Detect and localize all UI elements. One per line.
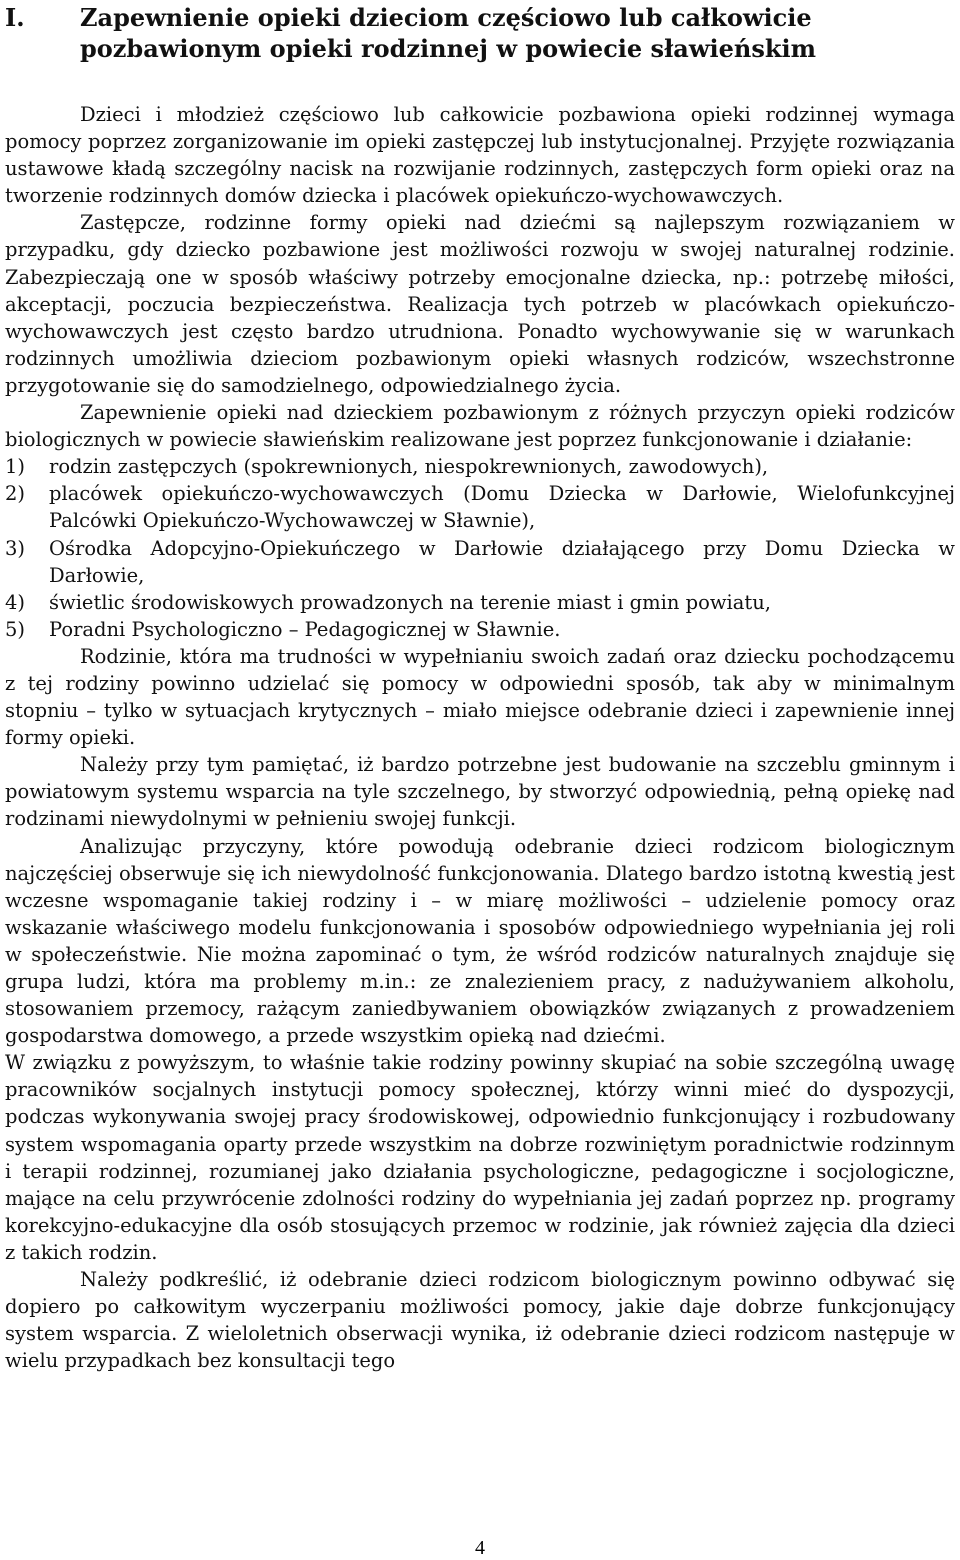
list-item-text: Ośrodka Adopcyjno-Opiekuńczego w Darłowie działającego przy Domu Dziecka w Darłowie, (49, 536, 955, 587)
list-item (5, 480, 955, 534)
list-marker: 3) (5, 536, 26, 560)
list-item (5, 589, 955, 616)
list-marker: 1) (5, 455, 26, 479)
paragraph: Analizując przyczyny, które powodują odebranie dzieci rodzicom biologicznym najczęściej obserwuje się ich niewydolność funkcjonowania. Dlatego bardzo istotną kwestią jest wczesne wspomaganie takiej rodziny i – w miarę możliwości – udzielenie pomocy oraz wskazanie właściwego modelu funkcjonowania i sposobów odpowiedniego wypełniania jej roli w społeczeństwie. Nie można zapominać o tym, że wśród rodziców naturalnych znajduje się grupa ludzi, która ma problemy m.in.: ze znalezieniem pracy, z nadużywaniem alkoholu, stosowaniem przemocy, rażącym zaniedbywaniem obowiązków związanych z prowadzeniem gospodarstwa domowego, a przede wszystkim opieką nad dziećmi. (5, 834, 955, 1048)
section-body (5, 101, 955, 1374)
paragraph: Należy przy tym pamiętać, iż bardzo potrzebne jest budowanie na szczeblu gminnym i powiatowym systemu wsparcia na tyle szczelnego, by stworzyć odpowiednią, pełną opiekę nad rodzinami niewydolnymi w pełnieniu swojej funkcji. (5, 753, 955, 831)
list-marker: 4) (5, 590, 26, 614)
list-marker: 2) (5, 482, 26, 506)
list-marker: 5) (5, 617, 26, 641)
section-heading (5, 2, 955, 64)
paragraph: Zapewnienie opieki nad dzieckiem pozbawionym z różnych przyczyn opieki rodziców biologicznych w powiecie sławieńskim realizowane jest poprzez funkcjonowanie i działanie: (5, 401, 955, 452)
list-item (5, 616, 955, 643)
document-page (5, 0, 955, 1560)
institutions-list (5, 453, 955, 643)
list-item-text: placówek opiekuńczo-wychowawczych (Domu Dziecka w Darłowie, Wielofunkcyjnej Palcówki Opiekuńczo-Wychowawczej w Sławnie), (49, 482, 955, 533)
paragraph: Należy podkreślić, iż odebranie dzieci rodzicom biologicznym powinno odbywać się dopiero po całkowitym wyczerpaniu możliwości pomocy, jakie daje dobrze funkcjonujący system wsparcia. Z wieloletnich obserwacji wynika, iż odebranie dzieci rodzicom następuje w wielu przypadkach bez konsultacji tego (5, 1268, 955, 1373)
list-item-text: rodzin zastępczych (spokrewnionych, niespokrewnionych, zawodowych), (49, 455, 769, 479)
paragraph: Rodzinie, która ma trudności w wypełnianiu swoich zadań oraz dziecku pochodzącemu z tej rodziny powinno udzielać się pomocy w odpowiedni sposób, tak aby w minimalnym stopniu – tylko w sytuacjach krytycznych – miało miejsce odebranie dzieci i zapewnienie innej formy opieki. (5, 644, 955, 750)
list-item (5, 453, 955, 480)
list-item (5, 535, 955, 589)
paragraph: W związku z powyższym, to właśnie takie rodziny powinny skupiać na sobie szczególną uwagę pracowników socjalnych instytucji pomocy społecznej, którzy winni mieć do dyspozycji, podczas wykonywania swojej pracy środowiskowej, odpowiednio funkcjonujący i rozbudowany system wspomagania oparty przede wszystkim na dobrze rozwiniętym poradnictwie rodzinnym i terapii rodzinnej, rozumianej jako działania psychologiczne, pedagogiczne i socjologiczne, mające na celu przywrócenie zdolności rodziny do wypełniania jej zadań poprzez np. programy korekcyjno-edukacyjne dla osób stosujących przemoc w rodzinie, jak również zajęcia dla dzieci z takich rodzin. (5, 1051, 955, 1264)
page-number: 4 (475, 1537, 485, 1559)
paragraph: Zastępcze, rodzinne formy opieki nad dziećmi są najlepszym rozwiązaniem w przypadku, gdy dziecko pozbawione jest możliwości rozwoju w swojej naturalnej rodzinie. Zabezpieczają one w sposób właściwy potrzeby emocjonalne dziecka, np.: potrzebę miłości, akceptacji, poczucia bezpieczeństwa. Realizacja tych potrzeb w placówkach opiekuńczo-wychowawczych jest często bardzo utrudniona. Ponadto wychowywanie się w warunkach rodzinnych umożliwia dzieciom pozbawionym opieki własnych rodziców, wszechstronne przygotowanie się do samodzielnego, odpowiedzialnego życia. (5, 211, 955, 397)
paragraph: Dzieci i młodzież częściowo lub całkowicie pozbawiona opieki rodzinnej wymaga pomocy poprzez zorganizowanie im opieki zastępczej lub instytucjonalnej. Przyjęte rozwiązania ustawowe kładą szczególny nacisk na rozwijanie rodzinnych, zastępczych form opieki oraz na tworzenie rodzinnych domów dziecka i placówek opiekuńczo-wychowawczych. (5, 103, 955, 208)
section-number: I. (5, 3, 25, 32)
section-title: Zapewnienie opieki dzieciom częściowo lub całkowicie pozbawionym opieki rodzinnej w powiecie sławieńskim (80, 3, 816, 63)
list-item-text: Poradni Psychologiczno – Pedagogicznej w Sławnie. (49, 617, 561, 641)
list-item-text: świetlic środowiskowych prowadzonych na terenie miast i gmin powiatu, (49, 590, 772, 614)
